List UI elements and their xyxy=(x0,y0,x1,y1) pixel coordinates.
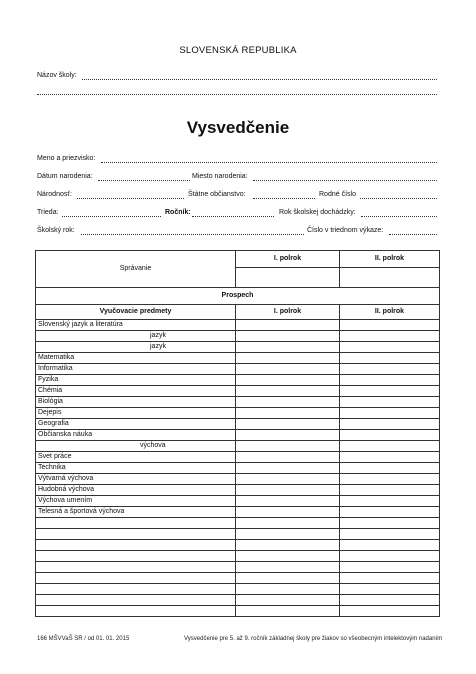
subjects-header: Vyučovacie predmety xyxy=(36,305,236,320)
subject-name: Slovenský jazyk a literatúra xyxy=(36,320,236,331)
progress-heading: Prospech xyxy=(36,288,440,305)
subject-name: Biológia xyxy=(36,397,236,408)
subject-name: Technika xyxy=(36,463,236,474)
register-number-label: Číslo v triednom výkaze: xyxy=(307,227,384,234)
subject-grade-half2[interactable] xyxy=(340,419,440,430)
subject-name xyxy=(36,606,236,617)
citizenship-label: Štátne občianstvo: xyxy=(188,191,246,198)
grade-label: Ročník: xyxy=(165,209,191,216)
birth-number-label: Rodné číslo xyxy=(319,191,356,198)
subject-grade-half2[interactable] xyxy=(340,496,440,507)
subject-name: Fyzika xyxy=(36,375,236,386)
subject-grade-half2[interactable] xyxy=(340,606,440,617)
subject-grade-half1[interactable] xyxy=(236,595,340,606)
footer-description: Vysvedčenie pre 5. až 9. ročník základnej školy pre žiakov so všeobecným intelektovým nadaním xyxy=(184,636,443,642)
subject-grade-half1[interactable] xyxy=(236,496,340,507)
citizenship-field[interactable] xyxy=(253,198,315,199)
subject-grade-half1[interactable] xyxy=(236,452,340,463)
subject-row xyxy=(36,606,440,617)
subject-grade-half1[interactable] xyxy=(236,540,340,551)
subject-grade-half2[interactable] xyxy=(340,342,440,353)
subject-grade-half1[interactable] xyxy=(236,507,340,518)
grades-table xyxy=(35,250,440,617)
subject-name: Výchova umením xyxy=(36,496,236,507)
school-name-field[interactable] xyxy=(82,79,437,80)
subject-grade-half1[interactable] xyxy=(236,551,340,562)
subject-grade-half2[interactable] xyxy=(340,441,440,452)
subject-row xyxy=(36,507,440,518)
subject-row xyxy=(36,408,440,419)
subject-grade-half1[interactable] xyxy=(236,375,340,386)
subject-row xyxy=(36,452,440,463)
subject-grade-half2[interactable] xyxy=(340,463,440,474)
subject-grade-half1[interactable] xyxy=(236,419,340,430)
subject-grade-half1[interactable] xyxy=(236,606,340,617)
subject-name: Chémia xyxy=(36,386,236,397)
footer-form-number: 166 MŠVVaŠ SR / od 01. 01. 2015 xyxy=(37,636,130,642)
subject-row xyxy=(36,342,440,353)
subject-name xyxy=(36,518,236,529)
subject-row xyxy=(36,595,440,606)
subject-name: Geografia xyxy=(36,419,236,430)
subject-grade-half1[interactable] xyxy=(236,518,340,529)
subject-grade-half1[interactable] xyxy=(236,485,340,496)
subject-grade-half2[interactable] xyxy=(340,507,440,518)
subject-grade-half2[interactable] xyxy=(340,375,440,386)
subject-name xyxy=(36,551,236,562)
subject-row xyxy=(36,485,440,496)
republic-heading: SLOVENSKÁ REPUBLIKA xyxy=(179,45,297,56)
subject-grade-half2[interactable] xyxy=(340,540,440,551)
subject-row xyxy=(36,529,440,540)
subject-name xyxy=(36,529,236,540)
subject-grade-half1[interactable] xyxy=(236,342,340,353)
subject-grade-half1[interactable] xyxy=(236,353,340,364)
school-name-field-line2[interactable] xyxy=(37,94,437,95)
subject-row xyxy=(36,430,440,441)
subject-row xyxy=(36,419,440,430)
birth-date-field[interactable] xyxy=(98,180,190,181)
subject-name: Informatika xyxy=(36,364,236,375)
subject-grade-half2[interactable] xyxy=(340,320,440,331)
subject-grade-half1[interactable] xyxy=(236,364,340,375)
subject-grade-half1[interactable] xyxy=(236,331,340,342)
subject-row xyxy=(36,364,440,375)
behavior-half1-cell[interactable] xyxy=(236,268,340,288)
birth-place-label: Miesto narodenia: xyxy=(192,173,248,180)
subject-row xyxy=(36,496,440,507)
subject-grade-half2[interactable] xyxy=(340,474,440,485)
subject-grade-half2[interactable] xyxy=(340,386,440,397)
subject-row xyxy=(36,463,440,474)
subject-grade-half2[interactable] xyxy=(340,485,440,496)
subject-name: Výtvarná výchova xyxy=(36,474,236,485)
subject-grade-half2[interactable] xyxy=(340,397,440,408)
subject-row xyxy=(36,441,440,452)
subject-name: Dejepis xyxy=(36,408,236,419)
half2-header: II. polrok xyxy=(340,251,440,268)
register-number-field[interactable] xyxy=(389,234,437,235)
subjects-half1-header: I. polrok xyxy=(236,305,340,320)
subject-grade-half2[interactable] xyxy=(340,562,440,573)
subject-grade-half1[interactable] xyxy=(236,397,340,408)
subject-name: jazyk xyxy=(36,331,236,342)
subject-name xyxy=(36,562,236,573)
subject-grade-half2[interactable] xyxy=(340,573,440,584)
subject-grade-half1[interactable] xyxy=(236,320,340,331)
subject-grade-half1[interactable] xyxy=(236,430,340,441)
subject-grade-half1[interactable] xyxy=(236,408,340,419)
subject-name xyxy=(36,584,236,595)
subjects-half2-header: II. polrok xyxy=(340,305,440,320)
birth-date-label: Dátum narodenia: xyxy=(37,173,93,180)
document-title: Vysvedčenie xyxy=(186,118,290,137)
subject-name: Svet práce xyxy=(36,452,236,463)
subject-name xyxy=(36,540,236,551)
subject-grade-half2[interactable] xyxy=(340,595,440,606)
subject-grade-half1[interactable] xyxy=(236,463,340,474)
subject-name: Hudobná výchova xyxy=(36,485,236,496)
school-name-label: Názov školy: xyxy=(37,72,77,79)
subject-name: Matematika xyxy=(36,353,236,364)
subject-row xyxy=(36,540,440,551)
subject-grade-half1[interactable] xyxy=(236,441,340,452)
subject-rows xyxy=(36,320,440,617)
subject-row xyxy=(36,518,440,529)
subject-grade-half1[interactable] xyxy=(236,573,340,584)
subject-name: Občianska náuka xyxy=(36,430,236,441)
subject-row xyxy=(36,320,440,331)
behavior-half2-cell[interactable] xyxy=(340,268,440,288)
behavior-label: Správanie xyxy=(36,251,236,288)
subject-grade-half2[interactable] xyxy=(340,584,440,595)
subject-grade-half2[interactable] xyxy=(340,353,440,364)
subject-grade-half2[interactable] xyxy=(340,364,440,375)
subject-row xyxy=(36,375,440,386)
subject-row xyxy=(36,562,440,573)
grade-field[interactable] xyxy=(192,216,274,217)
subject-row xyxy=(36,397,440,408)
subject-row xyxy=(36,474,440,485)
class-label: Trieda: xyxy=(37,209,59,216)
subject-grade-half2[interactable] xyxy=(340,529,440,540)
subject-row xyxy=(36,331,440,342)
school-year-label: Školský rok: xyxy=(37,227,75,234)
subject-name xyxy=(36,573,236,584)
name-label: Meno a priezvisko: xyxy=(37,155,96,162)
subject-name: Telesná a športová výchova xyxy=(36,507,236,518)
subject-grade-half1[interactable] xyxy=(236,474,340,485)
birth-number-field[interactable] xyxy=(360,198,437,199)
name-field[interactable] xyxy=(101,162,437,163)
birth-place-field[interactable] xyxy=(253,180,437,181)
subject-row xyxy=(36,353,440,364)
subject-grade-half2[interactable] xyxy=(340,331,440,342)
subject-row xyxy=(36,551,440,562)
subject-row xyxy=(36,386,440,397)
half1-header: I. polrok xyxy=(236,251,340,268)
nationality-field[interactable] xyxy=(77,198,184,199)
subject-grade-half1[interactable] xyxy=(236,584,340,595)
nationality-label: Národnosť: xyxy=(37,191,72,198)
subject-grade-half2[interactable] xyxy=(340,430,440,441)
subject-grade-half1[interactable] xyxy=(236,529,340,540)
subject-row xyxy=(36,584,440,595)
subject-grade-half2[interactable] xyxy=(340,408,440,419)
subject-name: výchova xyxy=(36,441,236,452)
subject-name: jazyk xyxy=(36,342,236,353)
class-field[interactable] xyxy=(62,216,161,217)
subject-grade-half2[interactable] xyxy=(340,452,440,463)
attendance-label: Rok školskej dochádzky: xyxy=(279,209,356,216)
school-year-field[interactable] xyxy=(81,234,304,235)
subject-row xyxy=(36,573,440,584)
subject-grade-half1[interactable] xyxy=(236,562,340,573)
attendance-field[interactable] xyxy=(361,216,437,217)
subject-grade-half2[interactable] xyxy=(340,518,440,529)
subject-name xyxy=(36,595,236,606)
subject-grade-half1[interactable] xyxy=(236,386,340,397)
subject-grade-half2[interactable] xyxy=(340,551,440,562)
